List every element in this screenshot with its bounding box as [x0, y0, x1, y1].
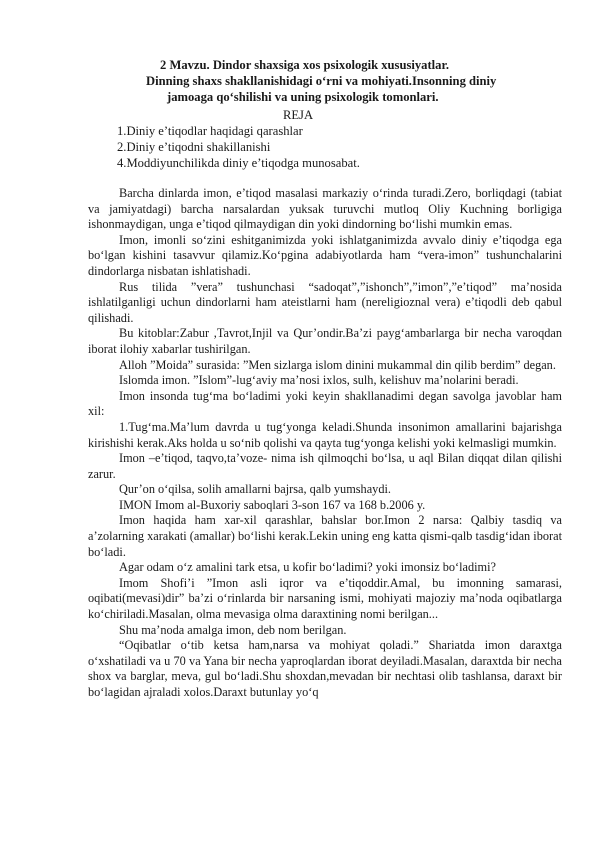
paragraph: Bu kitoblar:Zabur ,Tavrot,Injil va Qur’ondir.Ba’zi payg‘ambarlarga bir necha varoqdan iborat ilohiy xabarlar tushirilgan. — [88, 326, 562, 356]
paragraph: IMON Imom al-Buxoriy saboqlari 3-son 167 va 168 b.2006 y. — [119, 497, 426, 512]
paragraph: Barcha dinlarda imon, e’tiqod masalasi markaziy o‘rinda turadi.Zero, borliqdagi (tabiat va jamiyatdagi) barcha narsalardan yuksak turuvchi mutloq Oliy Kuchning borligiga ishonmaydigan, unga e’tiqod qilmaydigan din yoki dindorning bo‘lishi mumkin emas. — [88, 186, 562, 232]
plan-item: 4.Moddiyunchilikda diniy e’tiqodga munosabat. — [117, 156, 360, 170]
paragraph: Imon insonda tug‘ma bo‘ladimi yoki keyin shakllanadimi degan savolga javoblar ham xil: — [88, 388, 562, 419]
paragraph: Imon haqida ham xar-xil qarashlar, bahslar bor.Imon 2 narsa: Qalbiy tasdiq va a’zolarning xarakati (amallar) bo‘lishi kerak.Lekin uning eng katta qismi-qalb tasdig‘idan iborat bo‘ladi. — [88, 513, 562, 559]
plan-item: 2.Diniy e’tiqodni shakillanishi — [117, 140, 271, 154]
paragraph: 1.Tug‘ma.Ma’lum davrda u tug‘yonga keladi.Shunda insonimon amallarini bajarishga kirishishi kerak.Aks holda u so‘nib qolishi va qayta tug‘yonga kelishi yoki kelmasligi mumkin. — [88, 419, 562, 450]
paragraph: Agar odam o‘z amalini tark etsa, u kofir bo‘ladimi? yoki imonsiz bo‘ladimi? — [119, 560, 497, 575]
paragraph: Imom Shofi’i ”Imon asli iqror va e’tiqoddir.Amal, bu imonning samarasi, oqibati(mevasi)dir” ba’zi o‘rinlarda bir narsaning ismi, mohiyati majoziy ma’noda oqibatlarga ko‘chiriladi.Masalan, olma mevasiga olma daraxtining nomi berilgan... — [88, 575, 562, 622]
topic-title: 2 Mavzu. Dindor shaxsiga xos psixologik xususiyatlar. — [160, 58, 450, 72]
paragraph: Qur’on o‘qilsa, solih amallarni bajrsa, qalb yumshaydi. — [119, 482, 391, 497]
paragraph: Imon, imonli so‘zini eshitganimizda yoki ishlatganimizda avvalo diniy e’tiqodga ega bo‘lgan kishini tasavvur qilamiz.Ko‘pgina adabiyotlarda ham “vera-imon” tushunchalarini dindorlarga nisbatan ishlatishadi. — [88, 232, 562, 278]
plan-item: 1.Diniy e’tiqodlar haqidagi qarashlar — [117, 124, 303, 138]
paragraph: Rus tilida ”vera” tushunchasi “sadoqat”,”ishonch”,”imon”,”e’tiqod” ma’nosida ishlatilganligi uchun dindorlarni ham ateistlarni ham (nereligioznal vera) e’tiqodli deb qabul qilishadi. — [88, 279, 562, 325]
plan-title: REJA — [282, 108, 314, 122]
paragraph: Islomda imon. ”Islom”-lug‘aviy ma’nosi ixlos, sulh, kelishuv ma’nolarini beradi. — [119, 373, 519, 388]
topic-subtitle-line-2: jamoaga qo‘shilishi va uning psixologik tomonlari. — [167, 90, 439, 104]
paragraph: Imon –e’tiqod, taqvo,ta’voze- nima ish qilmoqchi bo‘lsa, u aql Bilan diqqat dilan qilishi zarur. — [88, 451, 562, 481]
document-body — [88, 186, 562, 701]
paragraph: “Oqibatlar o‘tib ketsa ham,narsa va mohiyat qoladi.” Shariatda imon daraxtga o‘xshatiladi va u 70 va Yana bir necha yaproqlardan iborat deyiladi.Masalan, daraxtda bir necha shox va barglar, meva, gul bo‘ladi.Shu shoxdan,mevadan bir nechtasi olib tashlansa, daraxt bir bo‘lagidan ajraladi xolos.Daraxt butunlay yo‘q — [88, 638, 562, 699]
paragraph: Alloh ”Moida” surasida: ”Men sizlarga islom dinini mukammal din qilib berdim” degan. — [119, 357, 556, 372]
paragraph: Shu ma’noda amalga imon, deb nom berilgan. — [119, 622, 347, 637]
topic-subtitle-line-1: Dinning shaxs shakllanishidagi o‘rni va mohiyati.Insonning diniy — [146, 74, 497, 88]
